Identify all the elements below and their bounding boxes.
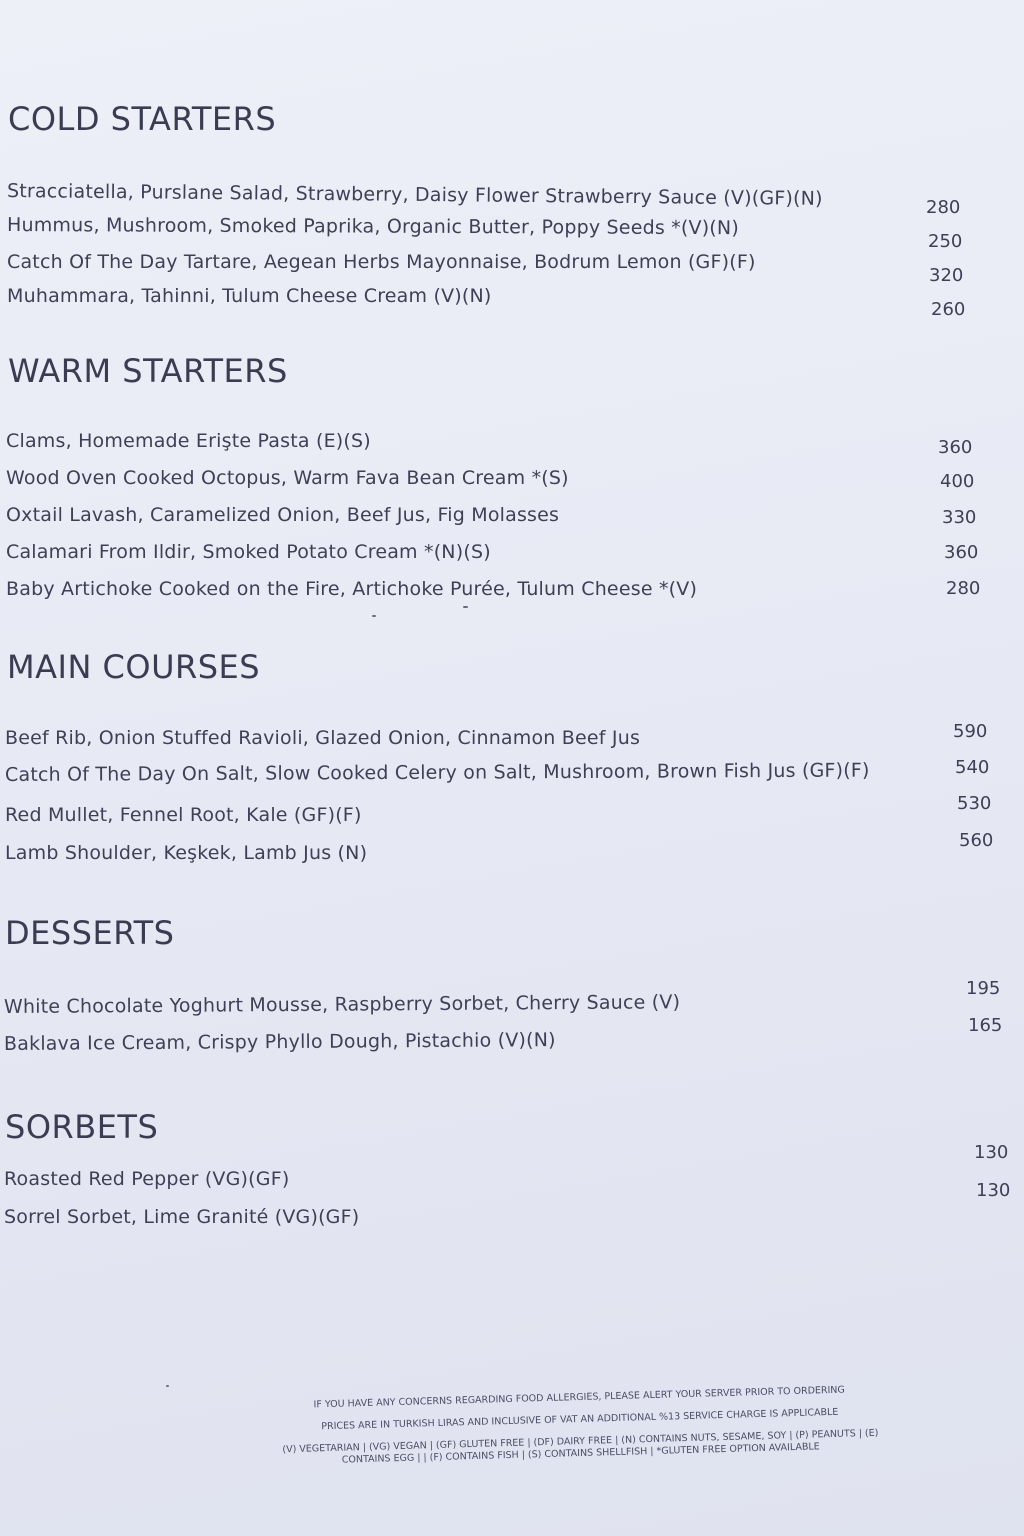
- menu-item: Wood Oven Cooked Octopus, Warm Fava Bean Cream *(S): [6, 467, 569, 489]
- menu-item-price: 320: [929, 265, 964, 286]
- menu-item: Red Mullet, Fennel Root, Kale (GF)(F): [5, 804, 362, 826]
- menu-item: Calamari From Ildir, Smoked Potato Cream *(N)(S): [6, 541, 491, 563]
- menu-item: Lamb Shoulder, Keşkek, Lamb Jus (N): [5, 842, 368, 864]
- menu-item: Catch Of The Day On Salt, Slow Cooked Celery on Salt, Mushroom, Brown Fish Jus (GF)(F): [4, 759, 870, 786]
- paper-speck: [463, 606, 468, 608]
- menu-item-price: 165: [968, 1015, 1003, 1036]
- menu-item-price: 530: [957, 793, 992, 814]
- menu-item: Sorrel Sorbet, Lime Granité (VG)(GF): [4, 1206, 360, 1228]
- menu-item: Beef Rib, Onion Stuffed Ravioli, Glazed Onion, Cinnamon Beef Jus: [5, 727, 641, 749]
- menu-item: Oxtail Lavash, Caramelized Onion, Beef Jus, Fig Molasses: [6, 504, 560, 526]
- section-title-sorbets: SORBETS: [5, 1108, 159, 1146]
- menu-item: Hummus, Mushroom, Smoked Paprika, Organic Butter, Poppy Seeds *(V)(N): [6, 214, 740, 240]
- menu-item-price: 590: [953, 721, 988, 742]
- paper-speck: [372, 615, 376, 617]
- menu-item-price: 330: [942, 507, 977, 528]
- section-title-main-courses: MAIN COURSES: [7, 648, 261, 686]
- menu-item-price: 360: [944, 542, 979, 563]
- menu-item: Clams, Homemade Erişte Pasta (E)(S): [6, 430, 371, 452]
- menu-item: Muhammara, Tahinni, Tulum Cheese Cream (V)(N): [7, 285, 492, 307]
- menu-item-price: 280: [946, 578, 981, 599]
- menu-item: Baklava Ice Cream, Crispy Phyllo Dough, Pistachio (V)(N): [3, 1029, 556, 1055]
- dietary-legend: (V) VEGETARIAN | (VG) VEGAN | (GF) GLUTEN FREE | (DF) DAIRY FREE | (N) CONTAINS NUTS, SESAME, SOY | (P) PEANUTS | (E) CONTAINS EGG | | (F) CONTAINS FISH | (S) CONTAINS SHELLFISH | *GLUTEN FREE OPTION AVAILABLE: [282, 1427, 879, 1466]
- menu-item: Stracciatella, Purslane Salad, Strawberry, Daisy Flower Strawberry Sauce (V)(GF)(N): [6, 180, 823, 210]
- menu-item-price: 195: [966, 978, 1001, 999]
- paper-speck: [166, 1385, 169, 1387]
- menu-item-price: 280: [926, 197, 961, 218]
- menu-footer: [269, 1383, 891, 1468]
- menu-item: Catch Of The Day Tartare, Aegean Herbs Mayonnaise, Bodrum Lemon (GF)(F): [7, 251, 756, 273]
- menu-item-price: 360: [938, 437, 973, 458]
- section-title-desserts: DESSERTS: [5, 914, 175, 952]
- menu-item-price: 130: [976, 1180, 1011, 1201]
- price-notice: PRICES ARE IN TURKISH LIRAS AND INCLUSIVE OF VAT AN ADDITIONAL %13 SERVICE CHARGE IS APPLICABLE: [321, 1406, 839, 1433]
- menu-item: Baby Artichoke Cooked on the Fire, Artichoke Purée, Tulum Cheese *(V): [6, 578, 698, 600]
- menu-item-price: 250: [928, 231, 963, 252]
- allergy-notice: IF YOU HAVE ANY CONCERNS REGARDING FOOD ALLERGIES, PLEASE ALERT YOUR SERVER PRIOR TO ORDERING: [313, 1384, 845, 1411]
- menu-item-price: 260: [931, 299, 966, 320]
- menu-item: White Chocolate Yoghurt Mousse, Raspberry Sorbet, Cherry Sauce (V): [3, 991, 681, 1018]
- menu-item-price: 560: [959, 830, 994, 851]
- section-title-cold-starters: COLD STARTERS: [8, 100, 277, 138]
- menu-item: Roasted Red Pepper (VG)(GF): [4, 1168, 290, 1190]
- menu-item-price: 130: [974, 1142, 1009, 1163]
- menu-item-price: 540: [955, 757, 990, 778]
- section-title-warm-starters: WARM STARTERS: [8, 352, 288, 390]
- menu-item-price: 400: [940, 471, 975, 492]
